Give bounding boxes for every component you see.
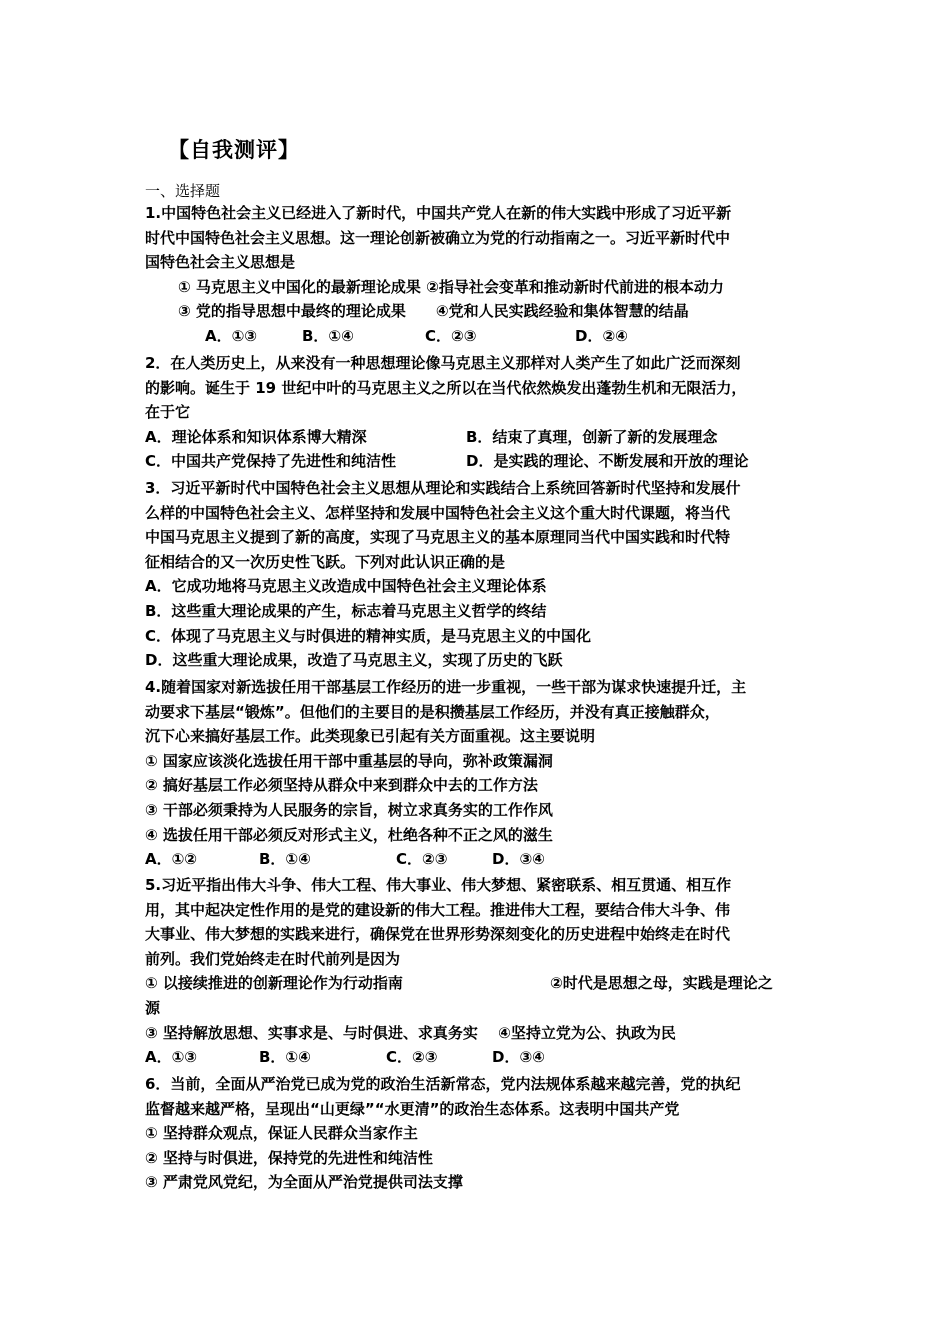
option-c[interactable]: C．中国共产党保持了先进性和纯洁性 [145,452,397,471]
option-b[interactable]: B．这些重大理论成果的产生，标志着马克思主义哲学的终结 [145,601,547,620]
statement-item: ② 搞好基层工作必须坚持从群众中来到群众中去的工作方法 [145,776,538,795]
question-line: 的影响。诞生于 19 世纪中叶的马克思主义之所以在当代依然焕发出蓬勃生机和无限活力， [145,378,747,397]
question-line: 前列。我们党始终走在时代前列是因为 [145,949,401,968]
answer-options [145,425,815,450]
statement-item: ② 坚持与时俱进，保持党的先进性和纯洁性 [145,1148,433,1167]
option-b[interactable]: B．结束了真理，创新了新的发展理念 [466,427,718,446]
statement-item: ③ 严肃党风党纪，为全面从严治党提供司法支撑 [145,1173,463,1192]
option-d[interactable]: D．是实践的理论、不断发展和开放的理论 [466,452,749,471]
question-line: 在于它 [145,403,191,422]
question-line: 么样的中国特色社会主义、怎样坚持和发展中国特色社会主义这个重大时代课题，将当代 [145,503,731,522]
statement-item: ① 马克思主义中国化的最新理论成果 ②指导社会变革和推动新时代前进的根本动力 [178,277,724,296]
statement-item: ④ 选拔任用干部必须反对形式主义，杜绝各种不正之风的滋生 [145,825,553,844]
question-3 [145,476,815,673]
option-c[interactable]: C．体现了马克思主义与时俱进的精神实质，是马克思主义的中国化 [145,626,592,645]
question-line: 用，其中起决定性作用的是党的建设新的伟大工程。推进伟大工程，要结合伟大斗争、伟 [145,900,731,919]
question-line: 沉下心来搞好基层工作。此类现象已引起有关方面重视。这主要说明 [145,727,596,746]
option-c[interactable]: C．②③ [425,326,477,345]
statement-row [145,971,815,996]
option-c[interactable]: C．②③ [386,1048,438,1067]
statement-item: ③ 坚持解放思想、实事求是、与时俱进、求真务实 ④坚持立党为公、执政为民 [145,1023,676,1042]
question-line: 大事业、伟大梦想的实践来进行，确保党在世界形势深刻变化的历史进程中始终走在时代 [145,925,731,944]
question-line: 时代中国特色社会主义思想。这一理论创新被确立为党的行动指南之一。习近平新时代中 [145,228,731,247]
question-line: 5.习近平指出伟大斗争、伟大工程、伟大事业、伟大梦想、紧密联系、相互贯通、相互作 [145,876,732,894]
option-a[interactable]: A．它成功地将马克思主义改造成中国特色社会主义理论体系 [145,577,547,596]
question-line: 1.中国特色社会主义已经进入了新时代，中国共产党人在新的伟大实践中形成了习近平新 [145,204,732,222]
question-2 [145,351,815,474]
answer-options [145,1045,815,1070]
option-b[interactable]: B．①④ [259,1048,311,1067]
statement-item-continued: 源 [145,998,161,1017]
option-a[interactable]: A．①③ [205,326,258,345]
section-heading: 一、选择题 [145,182,221,200]
statement-item: ① 坚持群众观点，保证人民群众当家作主 [145,1124,418,1143]
option-a[interactable]: A．①② [145,850,198,869]
option-d[interactable]: D．②④ [575,326,628,345]
answer-options [145,324,815,349]
question-line: 动要求下基层“锻炼”。但他们的主要目的是积攒基层工作经历，并没有真正接触群众， [145,702,720,721]
option-b[interactable]: B．①④ [302,326,354,345]
option-d[interactable]: D．③④ [492,850,545,869]
statement-item: ① 国家应该淡化选拔任用干部中重基层的导向，弥补政策漏洞 [145,751,553,770]
answer-options [145,449,815,474]
question-line: 3．习近平新时代中国特色社会主义思想从理论和实践结合上系统回答新时代坚持和发展什 [145,479,741,497]
question-line: 征相结合的又一次历史性飞跃。下列对此认识正确的是 [145,552,506,571]
option-a[interactable]: A．理论体系和知识体系博大精深 [145,427,367,446]
question-line: 国特色社会主义思想是 [145,253,296,272]
question-1 [145,201,815,349]
page-title: 【自我测评】 [168,138,300,162]
option-c[interactable]: C．②③ [396,850,448,869]
question-4 [145,675,815,872]
question-line: 2．在人类历史上，从来没有一种思想理论像马克思主义那样对人类产生了如此广泛而深刻 [145,354,741,372]
question-line: 6．当前，全面从严治党已成为党的政治生活新常态，党内法规体系越来越完善，党的执纪 [145,1075,741,1093]
question-5 [145,873,815,1070]
statement-item: ① 以接续推进的创新理论作为行动指南 [145,974,403,993]
statement-item: ③ 党的指导思想中最终的理论成果 ④党和人民实践经验和集体智慧的结晶 [178,302,689,321]
question-line: 4.随着国家对新选拔任用干部基层工作经历的进一步重视，一些干部为谋求快速提升迁，主 [145,678,747,696]
statement-item: ②时代是思想之母，实践是理论之 [550,974,773,993]
statement-item: ③ 干部必须秉持为人民服务的宗旨，树立求真务实的工作作风 [145,800,553,819]
question-line: 中国马克思主义提到了新的高度，实现了马克思主义的基本原理同当代中国实践和时代特 [145,528,731,547]
option-d[interactable]: D．③④ [492,1048,545,1067]
question-6 [145,1072,815,1195]
option-d[interactable]: D．这些重大理论成果，改造了马克思主义，实现了历史的飞跃 [145,651,563,670]
option-a[interactable]: A．①③ [145,1048,198,1067]
answer-options [145,847,815,872]
question-line: 监督越来越严格，呈现出“山更绿”“水更清”的政治生态体系。这表明中国共产党 [145,1099,680,1118]
option-b[interactable]: B．①④ [259,850,311,869]
